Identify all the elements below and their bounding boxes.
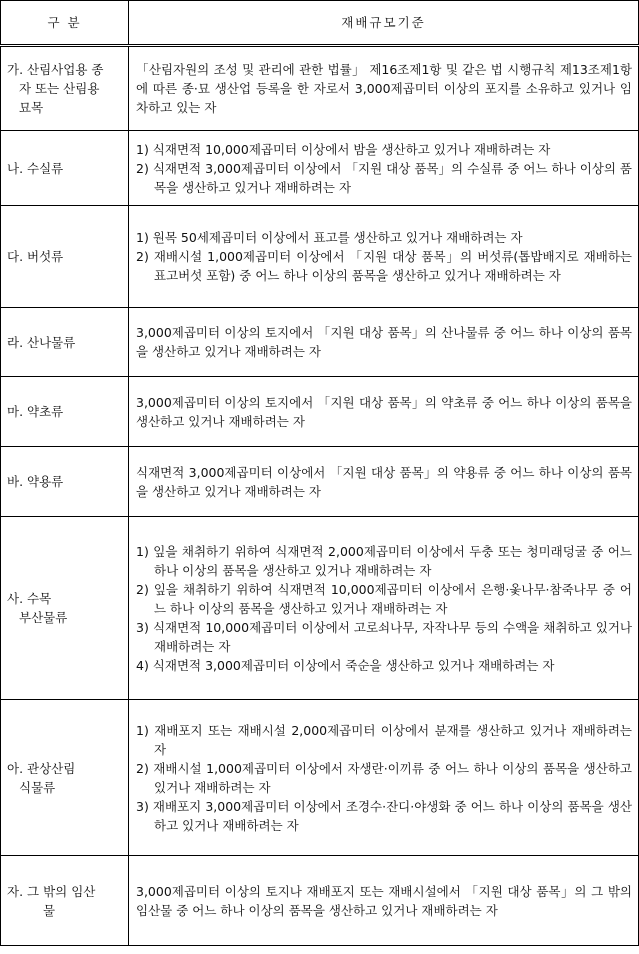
category-label: 마. 약초류 <box>7 404 64 419</box>
standard-text: 3,000제곱미터 이상의 토지나 재배포지 또는 재배시설에서 「지원 대상 품목」의 그 밖의 임산물 중 어느 하나 이상의 품목을 생산하고 있거나 재배하려는 자 <box>136 883 632 918</box>
standard-cell <box>129 517 639 700</box>
table-row <box>1 308 639 377</box>
standard-cell <box>129 700 639 856</box>
category-label: 부산물류 <box>19 610 68 625</box>
category-cell <box>1 700 129 856</box>
standard-cell <box>129 131 639 206</box>
standard-item: 2) 재배시설 1,000제곱미터 이상에서 자생란·이끼류 중 어느 하나 이상의 품목을 생산하고 있거나 재배하려는 자 <box>136 760 632 795</box>
header-category: 구 분 <box>1 1 129 46</box>
standard-item: 4) 식재면적 3,000제곱미터 이상에서 죽순을 생산하고 있거나 재배하려는 자 <box>136 657 555 673</box>
standard-cell <box>129 206 639 308</box>
standard-cell <box>129 377 639 447</box>
category-cell <box>1 377 129 447</box>
table-row <box>1 377 639 447</box>
standard-text: 「산림자원의 조성 및 관리에 관한 법률」 제16조제1항 및 같은 법 시행규칙 제13조제1항에 따른 종·묘 생산업 등록을 한 자로서 3,000제곱미터 이상의 포지를 소유하고 있거나 임차하고 있는 자 <box>136 62 632 115</box>
standard-cell <box>129 308 639 377</box>
table-row <box>1 517 639 700</box>
header-row <box>1 1 639 46</box>
standard-item: 2) 잎을 채취하기 위하여 식재면적 10,000제곱미터 이상에서 은행·옻나무·참죽나무 중 어느 하나 이상의 품목을 생산하고 있거나 재배하려는 자 <box>136 581 632 616</box>
category-label: 묘목 <box>19 100 44 115</box>
standard-item: 1) 재배포지 또는 재배시설 2,000제곱미터 이상에서 분재를 생산하고 있거나 재배하려는 자 <box>136 722 632 757</box>
standard-item: 1) 원목 50세제곱미터 이상에서 표고를 생산하고 있거나 재배하려는 자 <box>136 230 523 245</box>
standard-text: 3,000제곱미터 이상의 토지에서 「지원 대상 품목」의 산나물류 중 어느 하나 이상의 품목을 생산하고 있거나 재배하려는 자 <box>136 325 632 359</box>
table-row <box>1 131 639 206</box>
category-label: 식물류 <box>19 779 56 795</box>
table-row <box>1 856 639 946</box>
category-label: 물 <box>43 902 56 918</box>
category-label: 나. 수실류 <box>7 160 64 176</box>
standard-item: 1) 잎을 채취하기 위하여 식재면적 2,000제곱미터 이상에서 두충 또는 청미래덩굴 중 어느 하나 이상의 품목을 생산하고 있거나 재배하려는 자 <box>136 543 632 578</box>
standard-cell <box>129 856 639 946</box>
category-cell <box>1 856 129 946</box>
category-cell <box>1 46 129 131</box>
category-cell <box>1 131 129 206</box>
table-row <box>1 46 639 131</box>
category-label: 다. 버섯류 <box>7 249 64 264</box>
standard-item: 2) 재배시설 1,000제곱미터 이상에서 「지원 대상 품목」의 버섯류(톱밥배지로 재배하는 표고버섯 포함) 중 어느 하나 이상의 품목을 생산하고 있거나 재배하려는 자 <box>136 249 632 283</box>
category-cell <box>1 206 129 308</box>
category-label: 가. 산림사업용 종 <box>7 62 104 77</box>
standard-item: 1) 식재면적 10,000제곱미터 이상에서 밤을 생산하고 있거나 재배하려는 자 <box>136 141 551 157</box>
category-cell <box>1 447 129 517</box>
standard-item: 3) 식재면적 10,000제곱미터 이상에서 고로쇠나무, 자작나무 등의 수액을 채취하고 있거나 재배하려는 자 <box>136 619 632 654</box>
table-row <box>1 206 639 308</box>
standard-item: 2) 식재면적 3,000제곱미터 이상에서 「지원 대상 품목」의 수실류 중 어느 하나 이상의 품목을 생산하고 있거나 재배하려는 자 <box>136 160 632 195</box>
standard-cell <box>129 46 639 131</box>
standard-cell <box>129 447 639 517</box>
category-label: 라. 산나물류 <box>7 334 76 350</box>
category-label: 자 또는 산림용 <box>19 81 100 96</box>
category-label: 사. 수목 <box>7 591 52 606</box>
table-row <box>1 447 639 517</box>
standard-item: 3) 재배포지 3,000제곱미터 이상에서 조경수·잔디·야생화 중 어느 하나 이상의 품목을 생산하고 있거나 재배하려는 자 <box>136 798 632 833</box>
category-cell <box>1 517 129 700</box>
category-cell <box>1 308 129 377</box>
category-label: 아. 관상산림 <box>7 760 76 776</box>
standard-text: 3,000제곱미터 이상의 토지에서 「지원 대상 품목」의 약초류 중 어느 하나 이상의 품목을 생산하고 있거나 재배하려는 자 <box>136 394 632 429</box>
category-label: 자. 그 밖의 임산 <box>7 883 96 899</box>
table-row <box>1 700 639 856</box>
header-standard: 재배규모기준 <box>129 1 639 46</box>
standard-text: 식재면적 3,000제곱미터 이상에서 「지원 대상 품목」의 약용류 중 어느 하나 이상의 품목을 생산하고 있거나 재배하려는 자 <box>136 464 632 499</box>
category-label: 바. 약용류 <box>7 474 64 489</box>
